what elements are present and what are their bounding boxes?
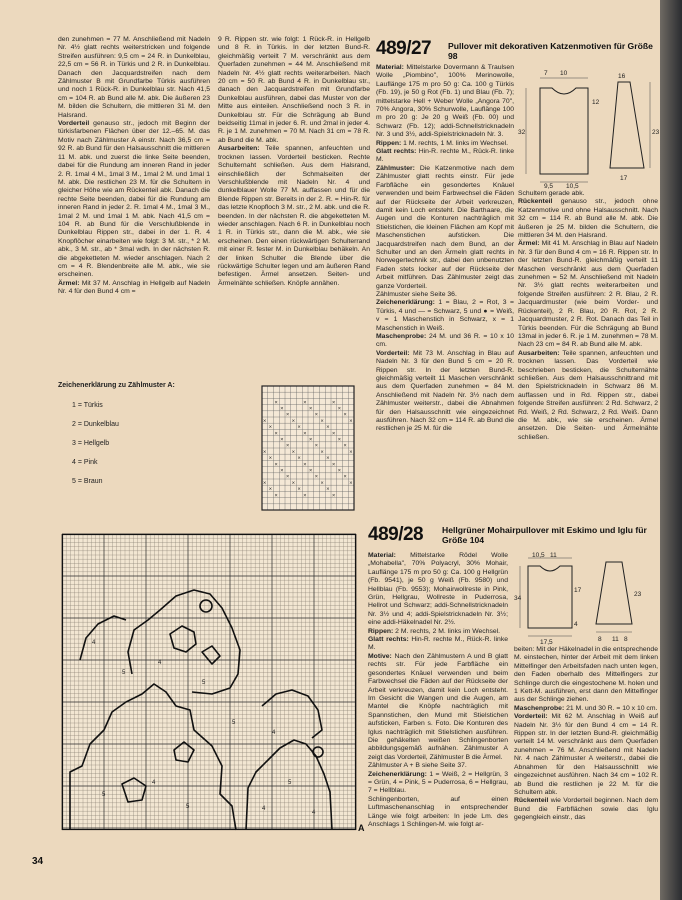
book-spine-shadow — [660, 0, 682, 900]
color-key-chart — [262, 386, 354, 510]
paragraph: Ausarbeiten: Teile spannen, anfeuchten und trocknen lassen. Vorderteil besticken. Rechte Schulternaht schließen. Aus dem Halsrand, einschließlich der Schmalseiten der Verschlußblende mit Nadeln Nr. 4 und dunkelblauer Wolle 77 M. auffassen und für die Blende Rippen str. Bereits in der 2. R. = Hin-R. für das letzte Knopfloch 3 M. str., 2 M. abk. und die R. beenden. In der nächsten R. die abgeketteten M. wieder anschlagen. Nach 6 R. in Dunkelblau noch 1 R. in Türkis str., dann die M. abk., wie sie erscheinen. Den einen rückwärtigen Schulterrand mit einer R. fester M. in Dunkelblau behäkeln. An der linken Schulter die Blende über die rückwärtige Schulter legen und am äußeren Rand befestigen. Ärmel ansetzen. Seiten- und Ärmelnähte schließen. Knöpfe annähen. — [218, 145, 370, 287]
schematic-label: 17 — [574, 587, 582, 594]
schematic-label: 12 — [592, 99, 600, 106]
svg-text:×: × — [332, 399, 336, 406]
paragraph: Material: Mittelstarke Rödel Wolle „Mohabella", 70% Polyacryl, 30% Mohair, Lauflänge 175 m pro 50 g: Ca. 100 g Hellgrün (Fb. 9541), je 50 g Weiß (Fb. 9580) und Hellblau (Fb. 9553); Mohairwollreste in Pink, Grün, Hellgrau, Wollreste in Puderrosa, Hellrot und Schwarz; addi-Schnellstricknadeln Nr. 3½ und 4; addi-Spielstricknadeln Nr. 3½; eine addi-Häkelnadel Nr. 2½. — [368, 552, 508, 627]
svg-text:4: 4 — [158, 660, 162, 666]
svg-text:4: 4 — [262, 806, 266, 812]
svg-text:5: 5 — [122, 670, 126, 676]
svg-text:×: × — [280, 437, 284, 443]
svg-text:×: × — [280, 406, 284, 412]
paragraph: Vorderteil genauso str., jedoch mit Beginn der türkisfarbenen Flächen über der 12.–65. M. das Motiv nach Zählmuster A einstr. Nach 36,5 cm = 92 R. ab Bund für den Halsausschnitt die mittleren 11 M. abk. und zuerst die linke Seite beenden, dabei für die Rundung am inneren Rand in jeder 2. R. 1mal 4 M., 1mal 3 M., 1mal 2 M. und 1mal 1 M. abk. Die restlichen 23 M. für die Schultern in gleicher Höhe wie am Rückenteil abk. Danach die rechte Seite beenden, dabei für die Rundung am inneren Rand in jeder 2. R. 1mal 4 M., 1mal 3 M., 1mal 2 M. und 1mal 1 M. abk. Nach 41,5 cm = 104 R. ab Bund für die Verschlußblende in Dunkelblau Rippen str., dabei in der 1. R. 4 Knopflöcher einarbeiten wie folgt: 3 M. str., * 2 M. abk., 3 M. str., ab * 3mal wdh. In der nächsten R. die abgeketteten M. wieder anschlagen. Nach 2 cm = 4 R. Blendenbreite alle M. abk., wie sie erscheinen. — [58, 120, 210, 279]
svg-text:5: 5 — [202, 680, 206, 686]
svg-text:×: × — [303, 461, 307, 468]
svg-text:×: × — [349, 449, 353, 456]
svg-text:×: × — [274, 492, 278, 499]
svg-text:×: × — [291, 418, 295, 425]
article-489-27-column-b — [518, 190, 658, 522]
paragraph: Schultern gerade abk. — [518, 190, 585, 197]
schematic-label: 34 — [514, 595, 522, 602]
svg-text:×: × — [320, 480, 324, 487]
svg-text:×: × — [286, 474, 290, 481]
svg-text:×: × — [326, 486, 330, 493]
schematic-label: 9,5 — [544, 183, 554, 190]
schematic-label: 11 — [612, 636, 619, 643]
svg-text:×: × — [349, 418, 353, 425]
schematic-label: 10,5 — [566, 183, 579, 190]
article-number-489-28: 489/28 — [368, 524, 424, 545]
svg-text:×: × — [337, 468, 341, 474]
legend-item: 3 = Hellgelb — [72, 440, 110, 447]
paragraph: Rippen: 2 M. rechts, 2 M. links im Wechsel. — [368, 627, 501, 635]
paragraph: Rippen: 1 M. rechts, 1 M. links im Wechsel. — [376, 139, 509, 147]
schematic-label: 8 — [624, 636, 628, 643]
legend-heading: Zeichenerklärung zu Zählmuster A: — [58, 382, 175, 389]
svg-text:×: × — [297, 424, 301, 431]
svg-text:4: 4 — [92, 640, 96, 646]
paragraph: Glatt rechts: Hin-R. rechte M., Rück-R. linke M. — [376, 148, 514, 164]
paragraph: Rückenteil wie Vorderteil beginnen. Nach dem Bund die Farbflächen sowie das Iglu gegengleich einstr., das — [514, 797, 658, 822]
paragraph: Ärmel: Mit 37 M. Anschlag in Hellgelb auf Nadeln Nr. 4 für den Bund 4 cm = — [58, 279, 210, 296]
svg-text:×: × — [268, 424, 272, 431]
chart-a-label: A — [358, 823, 365, 833]
svg-text:×: × — [309, 437, 313, 443]
paragraph: beiten: Mit der Häkelnadel in die entsprechende M. einstechen, hinter der Arbeit mit dem linken Mittelfinger den Arbeitsfaden nach unten legen, den Faden oberhalb des Mittelfingers zur Schlinge durch die eingestochene M. holen und 1 Kett-M. ausführen, erst dann den Mittelfinger aus der Schlinge ziehen. — [514, 646, 658, 704]
paragraph: Maschenprobe: 21 M. und 30 R. = 10 x 10 cm. — [514, 704, 658, 712]
svg-text:4: 4 — [272, 730, 276, 736]
svg-text:×: × — [297, 486, 301, 493]
svg-text:×: × — [320, 418, 324, 425]
svg-text:×: × — [291, 449, 295, 456]
svg-text:5: 5 — [102, 792, 106, 798]
svg-text:×: × — [337, 406, 341, 412]
article-number-489-27: 489/27 — [376, 38, 432, 59]
paragraph: Zeichenerklärung: 1 = Weiß, 2 = Hellgrün, 3 = Grün, 4 = Pink, 5 = Puderrosa, 6 = Hellgrau, 7 = Hellblau. — [368, 770, 508, 795]
paragraph: Zählmuster A + B siehe Seite 37. — [368, 762, 467, 770]
paragraph: 9 R. Rippen str. wie folgt: 1 Rück-R. in Hellgelb und 8 R. in Türkis. In der letzten Bund-R. gleichmäßig verteilt 7 M. verschränkt aus dem Querfaden zunehmen = 44 M. Anschließend mit Nadeln Nr. 4½ glatt rechts weiterarbeiten. Nach 20 cm = 50 R. ab Bund 4 R. in Dunkelblau str., danach den Jacquardstreifen mit Grundfarbe Dunkelblau ausführen, dabei das Muster von der Mitte aus einteilen. Anschließend noch 3 R. in Dunkelblau str. Für die Schrägung ab Bund beidseitig 11mal in jeder 6. R. und 2mal in jeder 4. R. je 1 M. zunehmen = 70 M. Nach 31 cm = 78 R. ab Bund die M. abk. — [218, 36, 370, 144]
svg-text:×: × — [349, 480, 353, 487]
schematic-label: 8 — [598, 636, 602, 643]
svg-text:×: × — [280, 468, 284, 474]
schematic-label: 4 — [574, 621, 578, 628]
page-number: 34 — [32, 856, 44, 867]
svg-text:×: × — [263, 418, 267, 425]
paragraph: Glatt rechts: Hin-R. rechte M., Rück-R. linke M. — [368, 636, 508, 652]
svg-text:×: × — [263, 480, 267, 487]
svg-text:×: × — [286, 443, 290, 450]
chart-a-grid — [62, 534, 356, 830]
schematic-label: 23 — [634, 591, 642, 598]
schematic-label: 11 — [550, 552, 557, 559]
svg-text:×: × — [314, 474, 318, 481]
schematic-label: 23 — [652, 129, 660, 136]
svg-text:×: × — [274, 430, 278, 437]
svg-text:×: × — [314, 412, 318, 419]
legend-item: 5 = Braun — [72, 478, 103, 485]
schematic-label: 10,5 — [532, 552, 545, 559]
paragraph: den zunehmen = 77 M. Anschließend mit Nadeln Nr. 4½ glatt rechts weiterstricken und folgende Streifen ausführen: 9,5 cm = 24 R. in Dunkelblau, 22,5 cm = 56 R. in Türkis und 2 R. in Dunkelblau. Danach den Jacquardstreifen nach dem Zählmuster B mit Grundfarbe Türkis ausführen und noch 1 Rück-R. in Dunkelblau str. Nach 41,5 cm = 104 R. ab Bund alle M. abk. Die äußeren 23 M. bilden die Schultern, die mittleren 31 M. den Halsrand. — [58, 36, 210, 119]
article-title-489-27: Pullover mit dekorativen Katzenmotiven für Größe 98 — [448, 41, 653, 61]
paragraph: Maschenprobe: 24 M. und 36 R. = 10 x 10 cm. — [376, 333, 514, 349]
svg-text:5: 5 — [232, 720, 236, 726]
svg-text:×: × — [332, 492, 336, 499]
svg-text:×: × — [268, 486, 272, 493]
svg-text:×: × — [343, 474, 347, 481]
svg-text:×: × — [303, 492, 307, 499]
svg-text:4: 4 — [312, 810, 316, 816]
article-489-28-column-a — [368, 552, 508, 852]
paragraph: Schlingenborten, auf einen Luftmaschenanschlag in entsprechender Länge wie folgt arbeiten: In jede Lm. des Anschlags 1 Schlingen-M. wie folgt ar- — [368, 795, 508, 828]
svg-text:5: 5 — [288, 780, 292, 786]
svg-text:4: 4 — [152, 780, 156, 786]
svg-text:×: × — [291, 480, 295, 487]
svg-text:×: × — [309, 406, 313, 412]
paragraph: Rückenteil genauso str., jedoch ohne Katzenmotive und ohne Halsausschnitt. Nach 32 cm = 114 R. ab Bund alle M. abk. Die äußeren je 25 M. bilden die Schultern, die mittleren 34 M. den Halsrand. — [518, 198, 658, 240]
svg-text:×: × — [337, 437, 341, 443]
svg-text:×: × — [274, 399, 278, 406]
svg-text:×: × — [263, 449, 267, 456]
text-column-2 — [218, 36, 370, 368]
legend-item: 2 = Dunkelblau — [72, 421, 119, 428]
svg-text:×: × — [332, 430, 336, 437]
schematic-label: 17 — [620, 175, 628, 182]
svg-text:×: × — [268, 455, 272, 462]
svg-text:×: × — [286, 412, 290, 419]
paragraph: Vorderteil: Mit 73 M. Anschlag in Blau auf Nadeln Nr. 3 für den Bund 5 cm = 20 R. Rippen str. In der letzten Bund-R. gleichmäßig verteilt 11 Maschen verschränkt aus dem Querfaden zunehmen = 84 M. Anschließend mit Nadeln Nr. 3½ nach dem Zählmuster weiterstr., dabei die Abnahmen für den Halsausschnitt wie eingezeichnet ausführen. Nach 32 cm = 114 R. ab Bund die restlichen je 25 M. für die — [376, 349, 514, 433]
svg-text:×: × — [309, 468, 313, 474]
svg-text:×: × — [274, 461, 278, 468]
svg-text:×: × — [297, 455, 301, 462]
paragraph: Motive: Nach den Zählmustern A und B glatt rechts str. Für jede Farbfläche ein gesondertes Knäuel verwenden und beim Farbwechsel die Fäden auf der Rückseite der Arbeit verkreuzen, damit kein Loch entsteht. Im Gesicht die Wangen und die Augen, am Mantel die Knöpfe nachträglich mit Spannstichen, den Mund mit Stielstichen aufsticken, Farben s. Foto. Die Konturen des Iglus nachträglich mit Stielstichen ausführen. Die gehäkelten weißen Schlingenborten abbildungsgemäß aufnähen. Zählmuster A zeigt das Vorderteil, Zählmuster B die Ärmel. — [368, 652, 508, 761]
svg-text:5: 5 — [186, 804, 190, 810]
schematic-489-27 — [518, 64, 658, 188]
svg-text:×: × — [303, 399, 307, 406]
svg-text:×: × — [326, 424, 330, 431]
paragraph: Material: Mittelstarke Dovermann & Traulsen Wolle „Piombino", 100% Merinowolle, Lauflänge 175 m pro 50 g: Ca. 100 g Türkis (Fb. 19), je 50 g Rot (Fb. 1) und Blau (Fb. 7); mittelstarke Hell + Weber Wolle „Angora 70", 70% Angora, 30% Schurwolle, Lauflänge 100 m pro 20 g: Je 20 g Weiß (Fb. 00) und Schwarz (Fb. 12); addi-Schnellstricknadeln Nr. 3 und 3½, addi-Spielstricknadeln Nr. 3. — [376, 64, 514, 139]
svg-text:×: × — [332, 461, 336, 468]
paragraph: Vorderteil: Mit 62 M. Anschlag in Weiß auf Nadeln Nr. 3½ für den Bund 4 cm = 14 R. Rippen str. In der letzten Bund-R. gleichmäßig verteilt 14 M. verschränkt aus dem Querfaden zunehmen = 76 M. Anschließend mit Nadeln Nr. 4 nach Zählmuster A weiterstr., dabei die Abnahmen für den Halsausschnitt wie eingezeichnet ausführen. Nach 34 cm = 102 R. ab Bund die restlichen je 22 M. für die Schultern abk. — [514, 713, 658, 796]
article-title-489-28: Hellgrüner Mohairpullover mit Eskimo und Iglu für Größe 104 — [442, 525, 647, 545]
schematic-489-28 — [514, 552, 658, 644]
text-column-1 — [58, 36, 210, 368]
schematic-label: 32 — [518, 129, 526, 136]
schematic-label: 16 — [618, 73, 626, 80]
paragraph: Zählmuster siehe Seite 36. — [376, 290, 457, 298]
svg-text:×: × — [303, 430, 307, 437]
svg-text:×: × — [343, 443, 347, 450]
paragraph: Zeichenerklärung: 1 = Blau, 2 = Rot, 3 = Türkis, 4 und — = Schwarz, 5 und ● = Weiß, v = 1 Maschenstich in Schwarz, x = 1 Maschenstich in Weiß. — [376, 299, 514, 332]
svg-text:×: × — [314, 443, 318, 450]
paragraph: Ärmel: Mit 41 M. Anschlag in Blau auf Nadeln Nr. 3 für den Bund 4 cm = 16 R. Rippen str. In der letzten Bund-R. gleichmäßig verteilt 11 Maschen verschränkt aus dem Querfaden zunehmen = 52 M. Anschließend mit Nadeln Nr. 3½ glatt rechts weiterarbeiten und folgende Streifen ausführen: 2 R. Blau, 2 R. Jacquardmuster (wie beim Vorder- und Rückenteil), 2 R. Blau, 20 R. Rot, 2 R. Jacquardmuster, 2 R. Rot. Danach das Teil in Türkis beenden. Für die Schrägung ab Bund 13mal in jeder 6. R. je 1 M. zunehmen = 78 M. Nach 23 cm = 84 R. ab Bund alle M. abk. — [518, 240, 658, 349]
svg-text:×: × — [343, 412, 347, 419]
schematic-label: 17,5 — [540, 639, 553, 646]
legend-item: 1 = Türkis — [72, 402, 103, 409]
svg-text:×: × — [320, 449, 324, 456]
article-489-27-column-a — [376, 64, 514, 522]
svg-text:×: × — [326, 455, 330, 462]
paragraph: Zählmuster: Die Katzenmotive nach dem Zählmuster glatt rechts einstr. Für jede Farbfläche ein gesondertes Knäuel verwenden und beim Farbwechsel die Fäden auf der Rückseite der Arbeit verkreuzen, damit kein Loch entsteht. Die Barthaare, die Augen und die Konturen nachträglich mit Stielstichen, die kleinen Flächen am Kopf mit Maschenstichen aufsticken. Die Jacquardstreifen nach dem Bund, an der Schulter und an den Ärmeln glatt rechts in Norwegertechnik str., dabei den unbenutzten Faden stets locker auf der Rückseite der Arbeit mitführen. Das Zählmuster zeigt das ganze Vorderteil. — [376, 164, 514, 290]
legend-item: 4 = Pink — [72, 459, 98, 466]
schematic-label: 7 — [544, 70, 548, 77]
article-489-28-column-b — [514, 646, 658, 878]
paragraph: Ausarbeiten: Teile spannen, anfeuchten und trocknen lassen. Das Vorderteil wie beschrieben besticken, die Schulternähte schließen. Aus dem Halsausschnittrand mit den Spielstricknadeln in Schwarz 86 M. auffassen und in Rd. Rippen str., dabei folgende Streifen ausführen: 2 Rd. Schwarz, 2 Rd. Weiß, 2 Rd. Schwarz, 2 Rd. Weiß. Dann die M. abk., wie sie erscheinen. Ärmel ansetzen. Die Seiten- und Ärmelnähte schließen. — [518, 349, 658, 441]
schematic-label: 10 — [560, 70, 568, 77]
